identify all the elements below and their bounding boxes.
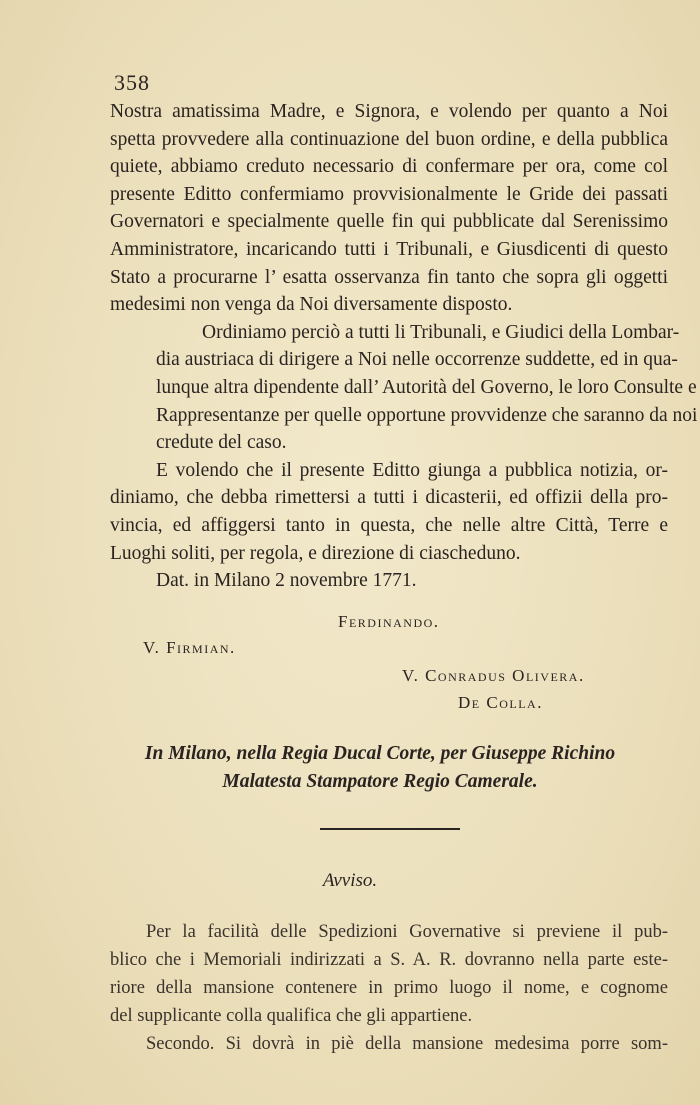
imprint-line: Malatesta Stampatore Regio Camerale. bbox=[222, 771, 538, 792]
text-line: del supplicante colla qualifica che gli appartiene. bbox=[110, 1006, 473, 1026]
page-number: 358 bbox=[114, 70, 150, 95]
text-line: E volendo che il presente Editto giunga a pubblica notizia, or- bbox=[156, 459, 668, 481]
paragraph-2 bbox=[110, 319, 698, 457]
printer-imprint bbox=[100, 740, 660, 796]
imprint-line: In Milano, nella Regia Ducal Corte, per Giuseppe Richino bbox=[144, 743, 616, 764]
paragraph-3 bbox=[110, 457, 668, 567]
text-line: presente Editto confermiamo provvisionalmente le Gride dei passati bbox=[110, 183, 668, 205]
text-line: Luoghi soliti, per regola, e direzione di ciascheduno. bbox=[110, 542, 521, 564]
signature-conradus: V. Conradus Olivera. bbox=[402, 666, 585, 685]
text-line: Stato a procurarne l’ esatta osservanza fin tanto che sopra gli oggetti bbox=[110, 266, 668, 288]
text-line: riore della mansione contenere in primo luogo il nome, e cognome bbox=[110, 978, 668, 998]
edict-body bbox=[110, 98, 698, 595]
text-line: Ordiniamo perciò a tutti li Tribunali, e Giudici della Lombar- bbox=[202, 321, 680, 343]
text-line: vincia, ed affiggersi tanto in questa, che nelle altre Città, Terre e bbox=[110, 514, 668, 536]
text-line: Nostra amatissima Madre, e Signora, e volendo per quanto a Noi bbox=[110, 101, 668, 122]
text-line: dia austriaca di dirigere a Noi nelle occorrenze suddette, ed in qua- bbox=[156, 349, 678, 371]
signature-colla: De Colla. bbox=[458, 693, 543, 712]
notice-body bbox=[110, 918, 668, 1058]
notice-paragraph-2 bbox=[110, 1030, 668, 1058]
text-line: spetta provvedere alla continuazione del buon ordine, e della pubblica bbox=[110, 128, 668, 150]
text-line: diniamo, che debba rimettersi a tutti i dicasterii, ed offizii della pro- bbox=[110, 487, 668, 509]
text-line: lunque altra dipendente dall’ Autorità del Governo, le loro Consulte e bbox=[156, 376, 697, 398]
divider-rule bbox=[320, 828, 460, 830]
text-line: medesimi non venga da Noi diversamente disposto. bbox=[110, 294, 513, 316]
notice-title: Avviso. bbox=[322, 870, 378, 891]
text-line: Dat. in Milano 2 novembre 1771. bbox=[156, 570, 417, 592]
date-line bbox=[110, 567, 668, 595]
text-line: Governatori e specialmente quelle fin qui pubblicate dal Serenissimo bbox=[110, 211, 668, 233]
notice-paragraph-1 bbox=[110, 918, 668, 1030]
signature-ferdinando: Ferdinando. bbox=[338, 612, 440, 631]
signature-firmian: V. Firmian. bbox=[143, 638, 236, 657]
text-line: Amministratore, incaricando tutti i Tribunali, e Giusdicenti di questo bbox=[110, 238, 668, 260]
paragraph-1 bbox=[110, 98, 668, 319]
text-line: Per la facilità delle Spedizioni Governative si previene il pub- bbox=[146, 922, 668, 942]
text-line: Secondo. Si dovrà in piè della mansione medesima porre som- bbox=[146, 1034, 668, 1054]
text-line: blico che i Memoriali indirizzati a S. A. R. dovranno nella parte este- bbox=[110, 950, 668, 970]
text-line: quiete, abbiamo creduto necessario di confermare per ora, come col bbox=[110, 156, 668, 178]
text-line: credute del caso. bbox=[156, 432, 287, 454]
text-line: Rappresentanze per quelle opportune provvidenze che saranno da noi bbox=[156, 404, 698, 426]
